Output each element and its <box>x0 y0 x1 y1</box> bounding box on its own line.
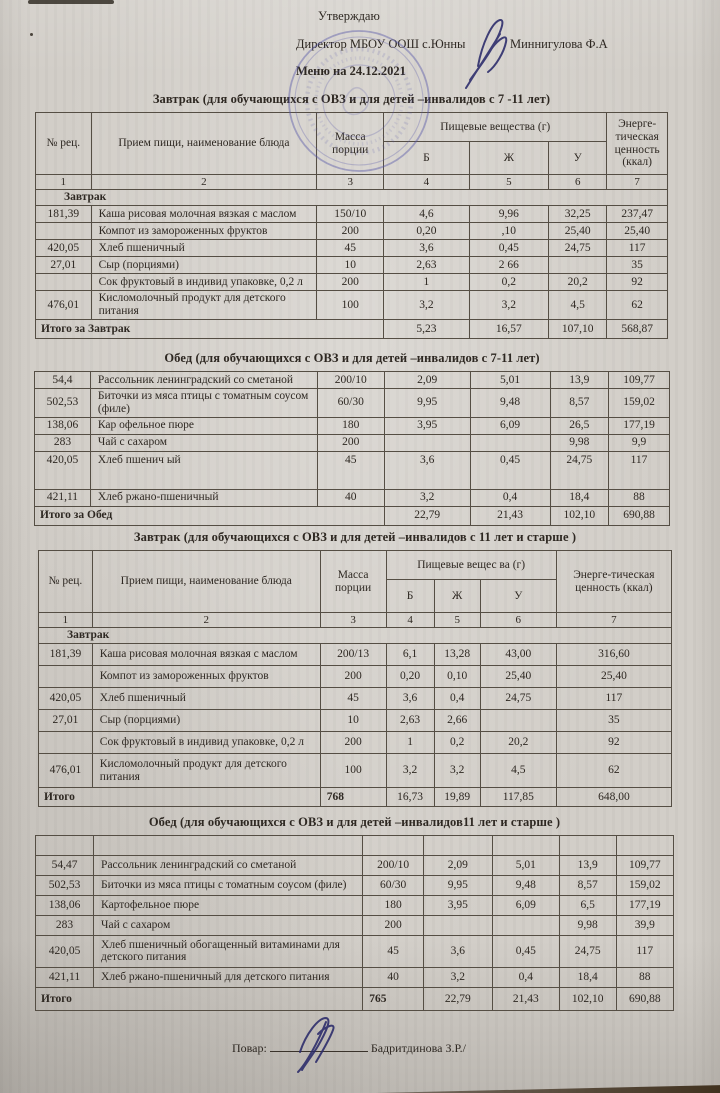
table-row <box>39 709 672 731</box>
signature-underline <box>270 1040 368 1052</box>
cell-u: 20,2 <box>549 274 607 291</box>
cell-dish: Хлеб пшенич ый <box>90 451 317 489</box>
cell-num: 54,47 <box>36 856 94 876</box>
cell-kcal: 92 <box>556 731 671 753</box>
cell-b: 2,63 <box>384 257 469 274</box>
col-number: 1 <box>36 175 92 190</box>
cell-kcal: 109,77 <box>616 856 673 876</box>
cook-name: Бадритдинова З.Р./ <box>370 1041 466 1055</box>
cell-u: 26,5 <box>550 417 608 434</box>
cell-b: 4,6 <box>384 206 469 223</box>
cell-u: 9,98 <box>559 915 616 935</box>
total-label: Итого <box>39 788 321 807</box>
cell-b: 6,1 <box>386 644 434 666</box>
header-u: У <box>480 580 556 613</box>
table-row <box>39 551 672 580</box>
cell-dish: Биточки из мяса птицы с томатным соусом (филе) <box>94 875 363 895</box>
cell-num: 476,01 <box>39 753 93 788</box>
cell-u <box>480 709 556 731</box>
cell-dish: Сыр (порциями) <box>92 709 320 731</box>
cell-zh <box>492 915 559 935</box>
lunch-11-plus-section <box>35 815 674 1011</box>
breakfast-7-11-section <box>35 92 668 339</box>
table-row <box>36 257 668 274</box>
breakfast-11-plus-table <box>38 550 672 807</box>
cell-dish: Каша рисовая молочная вязкая с маслом <box>92 644 320 666</box>
cell-num: 420,05 <box>36 935 94 968</box>
cell-u: 32,25 <box>549 206 607 223</box>
cell-mass: 200/13 <box>320 644 386 666</box>
table-row <box>35 417 670 434</box>
cell-zh: 0,4 <box>434 688 480 710</box>
cell-b: 0,20 <box>384 223 469 240</box>
table-row <box>39 731 672 753</box>
cell-dish: Биточки из мяса птицы с томатным соусом (филе) <box>90 389 317 418</box>
total-label: Итого <box>36 988 363 1011</box>
cell-kcal: 88 <box>616 968 673 988</box>
cell-num: 283 <box>35 434 91 451</box>
breakfast-11-plus-section <box>38 530 672 807</box>
table-row <box>36 223 668 240</box>
table-row <box>36 113 668 142</box>
header-b: Б <box>384 142 469 175</box>
cell-mass: 200 <box>363 915 424 935</box>
cell-u: 43,00 <box>480 644 556 666</box>
cell-u: 4,5 <box>480 753 556 788</box>
cell-u: 18,4 <box>550 489 608 506</box>
cell-b: 3,6 <box>384 240 469 257</box>
cell-u: 24,75 <box>480 688 556 710</box>
cell-zh: 6,09 <box>492 895 559 915</box>
cell-u: 9,98 <box>550 434 608 451</box>
cell-b <box>423 915 492 935</box>
header-zh: Ж <box>469 142 549 175</box>
cell-mass: 180 <box>317 417 384 434</box>
cell-mass: 200 <box>317 223 384 240</box>
cell-mass: 45 <box>320 688 386 710</box>
cell-b: 3,95 <box>423 895 492 915</box>
table-title: Обед (для обучающихся с ОВЗ и для детей –инвалидов11 лет и старше ) <box>148 815 561 829</box>
cell-b: 22,79 <box>384 506 470 525</box>
header-dish: Прием пищи, наименование блюда <box>91 113 317 175</box>
table-title: Обед (для обучающихся с ОВЗ и для детей –инвалидов с 7-11 лет) <box>164 351 540 365</box>
cell-kcal: 159,02 <box>609 389 670 418</box>
table-row <box>39 788 672 807</box>
cell-mass: 60/30 <box>317 389 384 418</box>
cell-dish: Хлеб пшеничный обогащенный витаминами для детского питания <box>94 935 363 968</box>
header-nutrients: Пищевые вещества (г) <box>384 113 607 142</box>
cell-zh: 9,48 <box>470 389 550 418</box>
cell-b: 3,95 <box>384 417 470 434</box>
table-row <box>36 175 668 190</box>
cell-zh: 21,43 <box>470 506 550 525</box>
cell-kcal: 568,87 <box>607 320 668 339</box>
cell-u <box>559 836 616 856</box>
table-row <box>36 206 668 223</box>
header-b: Б <box>386 580 434 613</box>
cell-mass: 10 <box>320 709 386 731</box>
col-number: 2 <box>92 613 320 628</box>
col-number: 5 <box>434 613 480 628</box>
table-title: Завтрак (для обучающихся с ОВЗ и для детей –инвалидов с 7 -11 лет) <box>152 92 551 106</box>
table-row <box>36 875 674 895</box>
cell-num: 476,01 <box>36 291 92 320</box>
table-row <box>36 320 668 339</box>
cell-zh <box>492 836 559 856</box>
lunch-7-11-section <box>34 351 670 526</box>
cell-zh: ,10 <box>469 223 549 240</box>
cell-zh: 0,2 <box>469 274 549 291</box>
cell-u: 107,10 <box>549 320 607 339</box>
table-row <box>35 489 670 506</box>
cell-b: 3,2 <box>423 968 492 988</box>
cell-mass: 200/10 <box>363 856 424 876</box>
col-number: 5 <box>469 175 549 190</box>
cell-u: 18,4 <box>559 968 616 988</box>
cell-mass: 45 <box>317 451 384 489</box>
cell-num <box>39 731 93 753</box>
cell-kcal: 690,88 <box>616 988 673 1011</box>
director-prefix: Директор МБОУ ООШ с.Юнны <box>296 37 466 51</box>
cell-kcal: 117 <box>556 688 671 710</box>
cell-dish: Чай с сахаром <box>90 434 317 451</box>
cell-mass: 180 <box>363 895 424 915</box>
cell-kcal: 648,00 <box>556 788 671 807</box>
header-num: № рец. <box>36 113 92 175</box>
header-num: № рец. <box>39 551 93 613</box>
cell-num: 420,05 <box>39 688 93 710</box>
table-row <box>35 506 670 525</box>
cell-kcal: 35 <box>607 257 668 274</box>
table-row <box>36 915 674 935</box>
cell-u: 24,75 <box>550 451 608 489</box>
director-signature-icon <box>448 14 518 90</box>
col-number: 1 <box>39 613 93 628</box>
cell-kcal: 316,60 <box>556 644 671 666</box>
cell-zh: 0,10 <box>434 666 480 688</box>
cell-kcal: 177,19 <box>616 895 673 915</box>
cell-num <box>36 223 92 240</box>
cell-num: 138,06 <box>36 895 94 915</box>
cell-kcal: 159,02 <box>616 875 673 895</box>
cell-u: 13,9 <box>559 856 616 876</box>
cell-dish: Сок фруктовый в индивид упаковке, 0,2 л <box>92 731 320 753</box>
cell-b: 3,2 <box>384 489 470 506</box>
cell-u: 6,5 <box>559 895 616 915</box>
cell-num: 421,11 <box>35 489 91 506</box>
cell-kcal: 117 <box>607 240 668 257</box>
col-number: 3 <box>320 613 386 628</box>
cell-dish: Чай с сахаром <box>94 915 363 935</box>
cell-kcal: 237,47 <box>607 206 668 223</box>
cell-mass: 60/30 <box>363 875 424 895</box>
cell-kcal <box>616 836 673 856</box>
cell-dish: Кар офельное пюре <box>90 417 317 434</box>
cell-mass: 200 <box>320 666 386 688</box>
cell-dish: Кисломолочный продукт для детского питания <box>91 291 317 320</box>
cell-u: 102,10 <box>550 506 608 525</box>
table-row <box>35 389 670 418</box>
table-row <box>39 753 672 788</box>
cell-b: 1 <box>384 274 469 291</box>
cell-num <box>39 666 93 688</box>
cell-num <box>36 274 92 291</box>
col-number: 6 <box>480 613 556 628</box>
section-label: Завтрак <box>39 628 672 644</box>
cell-zh: 5,01 <box>492 856 559 876</box>
cell-mass: 200 <box>317 434 384 451</box>
cell-u: 8,57 <box>559 875 616 895</box>
cell-dish: Хлеб ржано-пшеничный <box>90 489 317 506</box>
cell-mass: 45 <box>317 240 384 257</box>
cell-dish: Хлеб пшеничный <box>91 240 317 257</box>
header-mass: Масса порции <box>317 113 384 175</box>
cell-num <box>36 836 94 856</box>
cell-u: 13,9 <box>550 372 608 389</box>
cell-kcal: 35 <box>556 709 671 731</box>
cell-zh <box>470 434 550 451</box>
cell-b: 3,6 <box>423 935 492 968</box>
cell-b: 3,6 <box>384 451 470 489</box>
cell-dish: Хлеб ржано-пшеничный для детского питания <box>94 968 363 988</box>
section-label: Завтрак <box>36 190 668 206</box>
table-row <box>39 644 672 666</box>
cell-b <box>384 434 470 451</box>
cell-u: 25,40 <box>480 666 556 688</box>
cell-kcal: 9,9 <box>609 434 670 451</box>
menu-title: Меню на 24.12.2021 <box>296 64 406 78</box>
cell-num: 54,4 <box>35 372 91 389</box>
breakfast-7-11-table <box>35 112 668 339</box>
cell-dish: Сыр (порциями) <box>91 257 317 274</box>
table-row <box>36 935 674 968</box>
col-number: 7 <box>556 613 671 628</box>
cell-u <box>549 257 607 274</box>
cell-b: 2,09 <box>423 856 492 876</box>
cell-zh: 0,4 <box>470 489 550 506</box>
cell-kcal: 177,19 <box>609 417 670 434</box>
cell-num: 420,05 <box>36 240 92 257</box>
cell-zh: 0,4 <box>492 968 559 988</box>
cell-num: 181,39 <box>36 206 92 223</box>
table-title: Завтрак (для обучающихся с ОВЗ и для детей –инвалидов с 11 лет и старше ) <box>133 530 577 544</box>
cell-b: 9,95 <box>423 875 492 895</box>
cell-kcal: 62 <box>556 753 671 788</box>
cell-u: 25,40 <box>549 223 607 240</box>
table-row <box>39 628 672 644</box>
cell-b: 0,20 <box>386 666 434 688</box>
cell-dish: Компот из замороженных фруктов <box>92 666 320 688</box>
header-u: У <box>549 142 607 175</box>
cell-num: 283 <box>36 915 94 935</box>
cell-u: 4,5 <box>549 291 607 320</box>
cell-mass: 200 <box>320 731 386 753</box>
cell-num: 502,53 <box>35 389 91 418</box>
cell-u: 24,75 <box>549 240 607 257</box>
cell-num: 27,01 <box>36 257 92 274</box>
table-row <box>35 372 670 389</box>
total-mass: 768 <box>320 788 386 807</box>
col-number: 4 <box>384 175 469 190</box>
col-number: 6 <box>549 175 607 190</box>
cell-dish: Компот из замороженных фруктов <box>91 223 317 240</box>
cell-mass: 100 <box>317 291 384 320</box>
header-nutrients: Пищевые вещес ва (г) <box>386 551 556 580</box>
cell-num: 502,53 <box>36 875 94 895</box>
cell-mass: 40 <box>363 968 424 988</box>
cell-kcal: 25,40 <box>556 666 671 688</box>
cell-zh: 3,2 <box>469 291 549 320</box>
table-row <box>36 274 668 291</box>
cell-mass <box>363 836 424 856</box>
cell-u: 20,2 <box>480 731 556 753</box>
table-row <box>36 240 668 257</box>
table-row <box>36 836 674 856</box>
cell-num: 420,05 <box>35 451 91 489</box>
cell-zh: 16,57 <box>469 320 549 339</box>
director-name: Миннигулова Ф.А <box>510 37 608 51</box>
cell-kcal: 117 <box>609 451 670 489</box>
header-energy: Энерге-тическая ценность (ккал) <box>556 551 671 613</box>
header-dish: Прием пищи, наименование блюда <box>92 551 320 613</box>
table-row <box>36 968 674 988</box>
cell-dish: Картофельное пюре <box>94 895 363 915</box>
cell-dish: Сок фруктовый в индивид упаковке, 0,2 л <box>91 274 317 291</box>
cell-u: 8,57 <box>550 389 608 418</box>
table-row <box>36 895 674 915</box>
cell-dish: Рассольник ленинградский со сметаной <box>94 856 363 876</box>
table-row <box>36 856 674 876</box>
cook-label: Повар: <box>232 1041 267 1055</box>
cell-kcal: 92 <box>607 274 668 291</box>
cell-dish: Рассольник ленинградский со сметаной <box>90 372 317 389</box>
cell-zh: 3,2 <box>434 753 480 788</box>
cell-num: 181,39 <box>39 644 93 666</box>
cell-b: 3,6 <box>386 688 434 710</box>
cell-kcal: 39,9 <box>616 915 673 935</box>
table-row <box>39 688 672 710</box>
cell-zh: 0,2 <box>434 731 480 753</box>
cell-num: 138,06 <box>35 417 91 434</box>
col-number: 3 <box>317 175 384 190</box>
cell-b: 16,73 <box>386 788 434 807</box>
cell-zh: 0,45 <box>469 240 549 257</box>
cell-b: 2,09 <box>384 372 470 389</box>
table-row <box>36 190 668 206</box>
table-row <box>36 291 668 320</box>
cell-u: 102,10 <box>559 988 616 1011</box>
approve-label: Утверждаю <box>318 9 380 23</box>
table-row <box>39 666 672 688</box>
cell-dish: Хлеб пшеничный <box>92 688 320 710</box>
col-number: 7 <box>607 175 668 190</box>
cell-kcal: 690,88 <box>609 506 670 525</box>
col-number: 4 <box>386 613 434 628</box>
cell-zh: 0,45 <box>492 935 559 968</box>
cell-u: 24,75 <box>559 935 616 968</box>
cell-zh: 9,96 <box>469 206 549 223</box>
cell-u: 117,85 <box>480 788 556 807</box>
cell-b: 1 <box>386 731 434 753</box>
cell-b: 3,2 <box>386 753 434 788</box>
cell-mass: 100 <box>320 753 386 788</box>
cell-b: 5,23 <box>384 320 469 339</box>
cell-kcal: 109,77 <box>609 372 670 389</box>
cell-b: 22,79 <box>423 988 492 1011</box>
cell-mass: 150/10 <box>317 206 384 223</box>
table-row <box>36 988 674 1011</box>
cook-line <box>232 1040 466 1056</box>
cell-zh: 5,01 <box>470 372 550 389</box>
total-mass: 765 <box>363 988 424 1011</box>
director-line <box>296 37 465 52</box>
cell-dish: Кисломолочный продукт для детского питания <box>92 753 320 788</box>
cell-zh: 2 66 <box>469 257 549 274</box>
header-energy: Энерге-тическая ценность (ккал) <box>607 113 668 175</box>
lunch-7-11-table <box>34 371 670 526</box>
cell-mass: 40 <box>317 489 384 506</box>
total-label: Итого за Завтрак <box>36 320 384 339</box>
cell-b <box>423 836 492 856</box>
cell-b: 3,2 <box>384 291 469 320</box>
table-row <box>39 613 672 628</box>
cell-b: 9,95 <box>384 389 470 418</box>
cell-kcal: 25,40 <box>607 223 668 240</box>
header-zh: Ж <box>434 580 480 613</box>
cell-zh: 13,28 <box>434 644 480 666</box>
cell-b: 2,63 <box>386 709 434 731</box>
cell-zh: 19,89 <box>434 788 480 807</box>
photo-edge-shadow <box>375 1084 720 1093</box>
header-mass: Масса порции <box>320 551 386 613</box>
scan-artifact-mark <box>28 0 114 4</box>
cell-kcal: 88 <box>609 489 670 506</box>
col-number: 2 <box>91 175 317 190</box>
cell-zh: 2,66 <box>434 709 480 731</box>
cell-kcal: 62 <box>607 291 668 320</box>
cell-num: 421,11 <box>36 968 94 988</box>
table-row <box>35 451 670 489</box>
table-row <box>35 434 670 451</box>
cell-mass: 200/10 <box>317 372 384 389</box>
cell-zh: 0,45 <box>470 451 550 489</box>
cell-dish: Каша рисовая молочная вязкая с маслом <box>91 206 317 223</box>
cell-num: 27,01 <box>39 709 93 731</box>
cell-mass: 10 <box>317 257 384 274</box>
cell-zh: 9,48 <box>492 875 559 895</box>
cell-mass: 200 <box>317 274 384 291</box>
cell-kcal: 117 <box>616 935 673 968</box>
cell-mass: 45 <box>363 935 424 968</box>
total-label: Итого за Обед <box>35 506 385 525</box>
scan-artifact-dot <box>30 33 33 36</box>
cell-zh: 21,43 <box>492 988 559 1011</box>
lunch-11-plus-table <box>35 835 674 1011</box>
cell-dish <box>94 836 363 856</box>
cell-zh: 6,09 <box>470 417 550 434</box>
